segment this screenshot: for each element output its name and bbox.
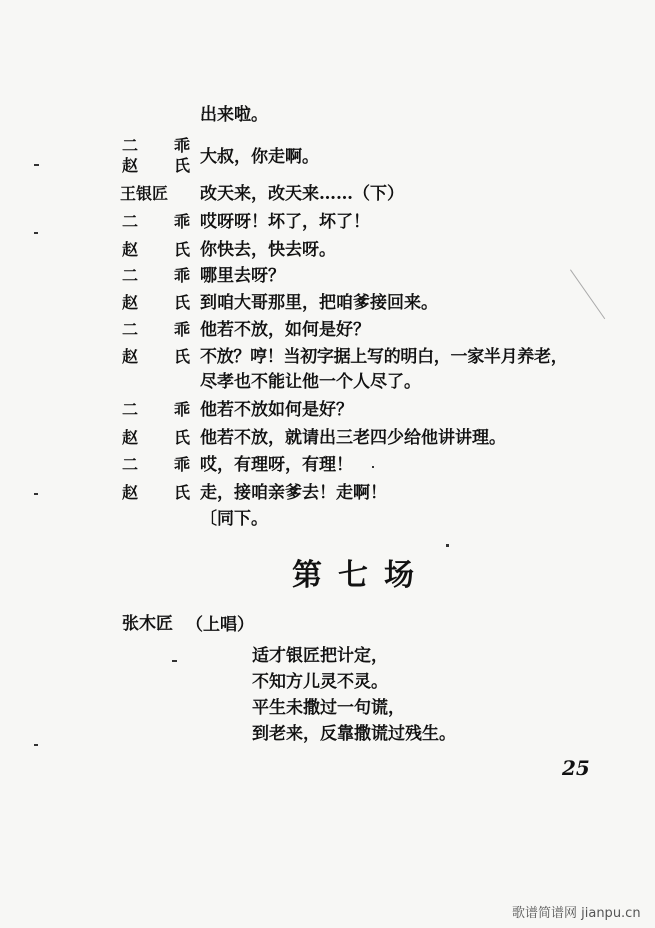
- scene-title: 第七场: [292, 558, 430, 593]
- dialogue-line: 哎呀呀！坏了，坏了！: [200, 212, 370, 232]
- speaker-label: 张木匠: [122, 614, 173, 634]
- speaker-label: 赵 氏: [122, 483, 201, 502]
- speaker-label: 赵 氏: [122, 347, 201, 366]
- speaker-label: 二 乖: [122, 136, 201, 155]
- dialogue-line: 他若不放，如何是好？: [200, 320, 370, 340]
- dialogue-line: 哎，有理呀，有理！: [200, 455, 353, 475]
- speaker-label: 二 乖: [122, 400, 201, 419]
- print-speck: [34, 232, 38, 234]
- dialogue-line: 大叔，你走啊。: [200, 147, 319, 167]
- dialogue-line: 不放？哼！当初字据上写的明白，一家半月养老，: [200, 347, 568, 367]
- speaker-label: 二 乖: [122, 266, 201, 285]
- watermark-text: 歌谱简谱网 jianpu.cn: [512, 906, 641, 921]
- page-crease: [570, 269, 605, 319]
- dialogue-line: 他若不放，就请出三老四少给他讲讲理。: [200, 428, 506, 448]
- speaker-label: 赵 氏: [122, 156, 201, 175]
- dialogue-line: 出来啦。: [200, 105, 268, 125]
- stage-direction: （上唱）: [186, 615, 254, 635]
- dialogue-line: 你快去，快去呀。: [200, 240, 336, 260]
- print-speck: [172, 660, 177, 662]
- speaker-label: 王银匠: [120, 184, 169, 203]
- print-speck: [34, 164, 39, 166]
- speaker-label: 赵 氏: [122, 293, 201, 312]
- dialogue-line: 哪里去呀？: [200, 266, 285, 286]
- dialogue-line: 走，接咱亲爹去！走啊！: [200, 483, 387, 503]
- verse-line: 不知方儿灵不灵。: [252, 672, 388, 692]
- print-speck: [372, 466, 374, 468]
- print-speck: [34, 744, 38, 746]
- speaker-label: 赵 氏: [122, 240, 201, 259]
- dialogue-line: 改天来，改天来……（下）: [200, 184, 404, 204]
- print-speck: [34, 493, 38, 495]
- speaker-label: 二 乖: [122, 455, 201, 474]
- dialogue-line: 尽孝也不能让他一个人尽了。: [200, 372, 421, 392]
- verse-line: 适才银匠把计定，: [252, 646, 388, 666]
- speaker-label: 赵 氏: [122, 428, 201, 447]
- dialogue-line: 他若不放如何是好？: [200, 400, 353, 420]
- page-number: 25: [562, 756, 590, 780]
- stage-direction: 〔同下。: [200, 509, 268, 529]
- dialogue-line: 到咱大哥那里，把咱爹接回来。: [200, 293, 438, 313]
- verse-line: 平生未撒过一句谎，: [252, 698, 405, 718]
- speaker-label: 二 乖: [122, 320, 201, 339]
- speaker-label: 二 乖: [122, 212, 201, 231]
- print-speck: [446, 544, 449, 547]
- verse-line: 到老来，反靠撒谎过残生。: [252, 724, 456, 744]
